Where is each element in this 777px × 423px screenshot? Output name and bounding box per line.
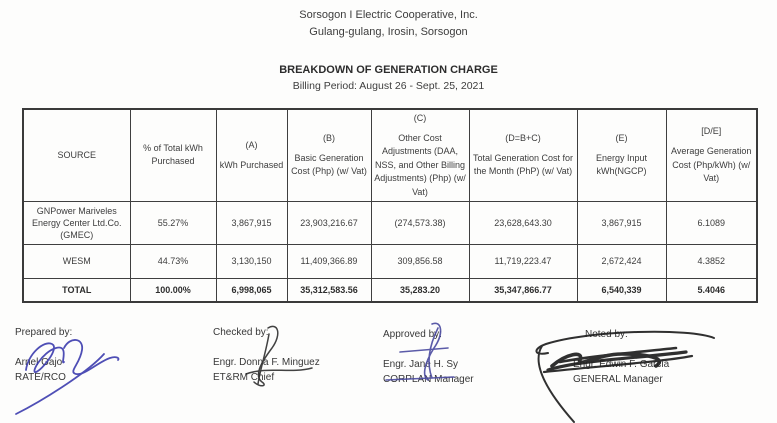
cell-energy-input: 3,867,915: [577, 201, 666, 244]
cell-pct: 44.73%: [130, 244, 216, 278]
cell-energy-input: 6,540,339: [577, 278, 666, 302]
signatory-title: RATE/RCO: [15, 372, 66, 383]
col-header-source: SOURCE: [23, 109, 130, 201]
billing-period: Billing Period: August 26 - Sept. 25, 2021: [292, 80, 485, 92]
cell-source: GNPower Mariveles Energy Center Ltd.Co. (GMEC): [23, 201, 130, 244]
signatory-name: Engr. Donna F. Minguez: [213, 357, 320, 368]
col-header-basic-cost: (B) Basic Generation Cost (Php) (w/ Vat): [287, 109, 371, 201]
signatory-name: Engr. Edwin F. Garcia: [573, 359, 670, 370]
signatory-title: CORPLAN Manager: [383, 374, 474, 385]
cell-kwh-purchased: 3,130,150: [216, 244, 287, 278]
cell-kwh-purchased: 6,998,065: [216, 278, 287, 302]
table-row-total: [23, 278, 757, 302]
col-header-pct: % of Total kWh Purchased: [130, 109, 216, 201]
cell-other-adjustments: 35,283.20: [371, 278, 469, 302]
col-header-other-adjustments: (C) Other Cost Adjustments (DAA, NSS, and Other Billing Adjustments) (Php) (w/ Vat): [371, 109, 469, 201]
cell-basic-cost: 35,312,583.56: [287, 278, 371, 302]
table-row-gmec: [23, 201, 757, 244]
signatory-name: Engr. Jane H. Sy: [383, 359, 459, 370]
signature-block-checked: [213, 325, 320, 386]
cell-kwh-purchased: 3,867,915: [216, 201, 287, 244]
cell-total-cost: 35,347,866.77: [469, 278, 577, 302]
document-header: [0, 7, 777, 94]
generation-charge-table: [22, 108, 758, 303]
col-header-kwh-purchased: (A) kWh Purchased: [216, 109, 287, 201]
col-header-avg-cost: [D/E] Average Generation Cost (Php/kWh) (w/ Vat): [666, 109, 757, 201]
table-header-row: [23, 109, 757, 201]
cell-other-adjustments: (274,573.38): [371, 201, 469, 244]
cell-avg-cost: 4.3852: [666, 244, 757, 278]
doc-title: BREAKDOWN OF GENERATION CHARGE: [279, 64, 498, 76]
cell-avg-cost: 6.1089: [666, 201, 757, 244]
org-name: Sorsogon I Electric Cooperative, Inc.: [299, 9, 478, 21]
table-row-wesm: [23, 244, 757, 278]
cell-avg-cost: 5.4046: [666, 278, 757, 302]
col-header-energy-input: (E) Energy Input kWh(NGCP): [577, 109, 666, 201]
cell-source: TOTAL: [23, 278, 130, 302]
cell-pct: 55.27%: [130, 201, 216, 244]
signature-block-approved: [383, 327, 474, 388]
cell-other-adjustments: 309,856.58: [371, 244, 469, 278]
cell-source: WESM: [23, 244, 130, 278]
cell-energy-input: 2,672,424: [577, 244, 666, 278]
col-header-total-cost: (D=B+C) Total Generation Cost for the Month (PhP) (w/ Vat): [469, 109, 577, 201]
signatory-title: GENERAL Manager: [573, 374, 663, 385]
cell-basic-cost: 23,903,216.67: [287, 201, 371, 244]
signatory-title: ET&RM Chief: [213, 372, 275, 383]
org-address: Gulang-gulang, Irosin, Sorsogon: [309, 26, 468, 38]
signature-label: Approved by:: [383, 329, 442, 340]
cell-pct: 100.00%: [130, 278, 216, 302]
signature-label: Checked by:: [213, 327, 269, 338]
signature-block-noted: [573, 327, 669, 388]
signature-block-prepared: [15, 325, 72, 386]
cell-total-cost: 23,628,643.30: [469, 201, 577, 244]
signatory-name: Arnel Gajo: [15, 357, 63, 368]
cell-basic-cost: 11,409,366.89: [287, 244, 371, 278]
cell-total-cost: 11,719,223.47: [469, 244, 577, 278]
signature-label: Prepared by:: [15, 327, 73, 338]
signature-label: Noted by:: [585, 329, 628, 340]
